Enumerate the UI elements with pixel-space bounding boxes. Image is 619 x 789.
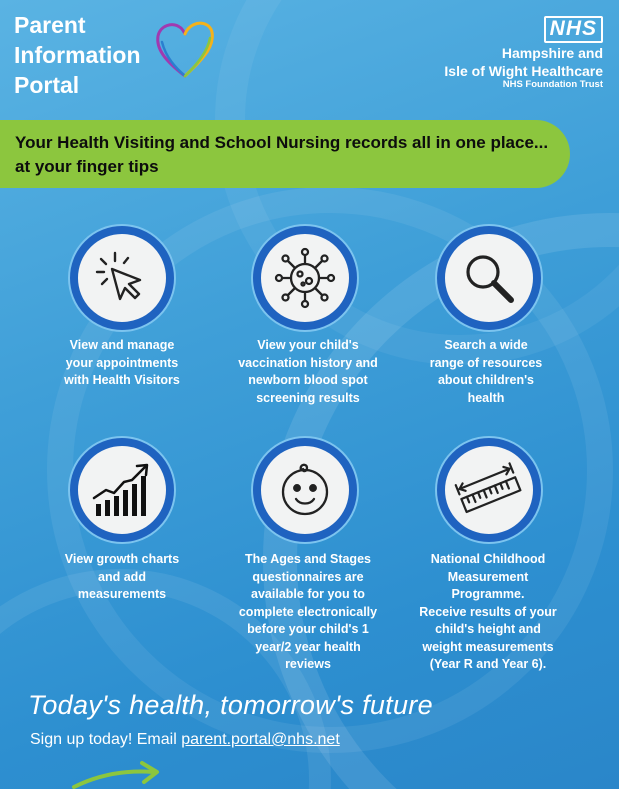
feature-5-line-6: year/2 year health xyxy=(255,639,361,654)
feature-2-line-4: screening results xyxy=(256,390,360,405)
feature-search-text xyxy=(396,337,576,407)
heart-logo-icon xyxy=(154,18,216,82)
trust-name-line-1: Hampshire and xyxy=(501,45,603,61)
nhs-logo: NHS xyxy=(544,16,603,43)
feature-6-line-4: Receive results of your xyxy=(419,604,557,619)
feature-5-line-3: available for you to xyxy=(251,587,365,601)
trust-name-line-2: Isle of Wight Healthcare xyxy=(444,63,603,79)
feature-appointments-text xyxy=(32,337,212,390)
feature-6-line-2: Measurement xyxy=(447,569,529,584)
feature-4-line-1: View growth charts xyxy=(64,552,180,566)
signup-line xyxy=(30,729,340,751)
email-link[interactable]: parent.portal@nhs.net xyxy=(181,731,340,748)
feature-3-line-3: about children's xyxy=(437,373,535,387)
virus-icon xyxy=(253,226,357,330)
feature-6-line-6: weight measurements xyxy=(422,639,554,654)
headline-banner xyxy=(0,120,570,188)
feature-1-line-3: with Health Visitors xyxy=(64,373,180,387)
feature-3-line-1: Search a wide xyxy=(444,338,528,352)
feature-4-line-3: measurements xyxy=(77,587,167,601)
signup-prefix: Sign up today! Email xyxy=(30,731,182,748)
feature-5-line-4: complete electronically xyxy=(238,604,378,619)
portal-title-line-1: Parent xyxy=(14,12,86,38)
tagline: Today's health, tomorrow's future xyxy=(28,690,433,720)
feature-vaccination-text xyxy=(218,337,398,407)
feature-5-line-5: before your child's 1 xyxy=(247,622,369,636)
feature-1-line-2: your appointments xyxy=(65,355,179,370)
feature-measurement-text xyxy=(398,551,578,674)
feature-5-line-2: questionnaires are xyxy=(252,569,364,584)
feature-2-line-3: newborn blood spot xyxy=(248,373,368,387)
feature-3-line-2: range of resources xyxy=(429,355,543,370)
nhs-trust-block xyxy=(444,16,603,91)
trust-subtitle: NHS Foundation Trust xyxy=(502,79,603,90)
arrow-right-icon xyxy=(70,758,165,789)
feature-6-line-7: (Year R and Year 6). xyxy=(429,657,547,671)
feature-1-line-1: View and manage xyxy=(69,338,175,352)
banner-line-2: at your finger tips xyxy=(15,157,159,176)
feature-6-line-5: child's height and xyxy=(435,622,541,636)
feature-6-line-1: National Childhood xyxy=(430,552,546,566)
feature-2-line-2: vaccination history and xyxy=(238,355,378,370)
feature-3-line-4: health xyxy=(467,390,505,405)
portal-title-line-2: Information xyxy=(14,42,141,68)
portal-title xyxy=(14,10,141,100)
cursor-click-icon xyxy=(70,226,174,330)
growth-chart-icon xyxy=(70,438,174,542)
ruler-icon xyxy=(437,438,541,542)
magnifier-icon xyxy=(437,226,541,330)
portal-title-line-3: Portal xyxy=(14,72,80,98)
baby-face-icon xyxy=(253,438,357,542)
feature-5-line-1: The Ages and Stages xyxy=(245,552,371,566)
feature-4-line-2: and add xyxy=(98,569,146,584)
feature-6-line-3: Programme. xyxy=(451,587,525,601)
feature-5-line-7: reviews xyxy=(285,657,331,671)
banner-line-1: Your Health Visiting and School Nursing records all in one place... xyxy=(15,133,549,152)
feature-2-line-1: View your child's xyxy=(257,338,359,352)
feature-growth-text xyxy=(32,551,212,604)
feature-ages-stages-text xyxy=(218,551,398,674)
